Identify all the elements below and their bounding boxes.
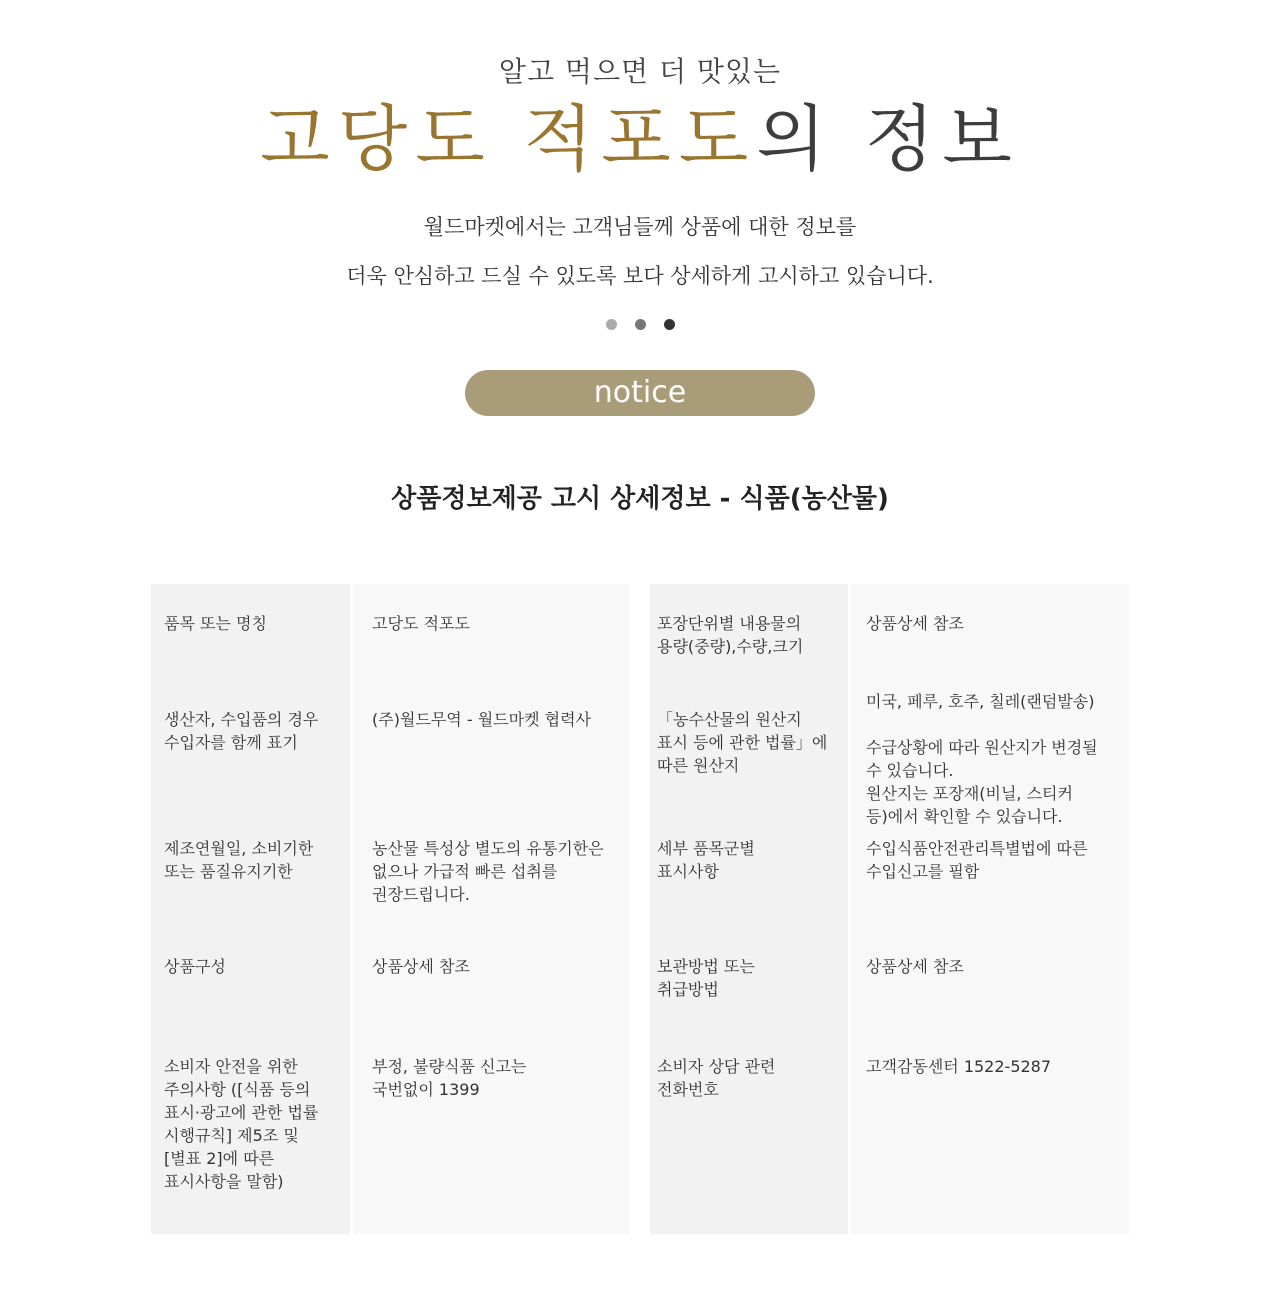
info-value: 수입식품안전관리특별법에 따른 수입신고를 필함 [866, 839, 1088, 881]
info-label: 세부 품목군별 표시사항 [657, 839, 755, 881]
info-label: 상품구성 [164, 957, 226, 976]
info-value: 상품상세 참조 [866, 957, 964, 976]
info-value: 고당도 적포도 [372, 614, 470, 633]
info-label: 품목 또는 명칭 [164, 614, 267, 633]
info-value: (주)월드무역 - 월드마켓 협력사 [372, 710, 591, 729]
info-label: 생산자, 수입품의 경우 수입자를 함께 표기 [164, 710, 319, 752]
pagination-dots [0, 319, 1280, 330]
info-value: 상품상세 참조 [866, 614, 964, 633]
hero-intro-line1: 월드마켓에서는 고객님들께 상품에 대한 정보를 [423, 215, 857, 239]
hero-tagline: 알고 먹으면 더 맛있는 [498, 55, 782, 88]
value-column-2 [851, 584, 1129, 1234]
info-value: 상품상세 참조 [372, 957, 470, 976]
info-label: 소비자 상담 관련 전화번호 [657, 1057, 776, 1099]
info-label: 제조연월일, 소비기한 또는 품질유지기한 [164, 839, 314, 881]
info-label: 포장단위별 내용물의 용량(중량),수량,크기 [657, 614, 804, 656]
info-value: 농산물 특성상 별도의 유통기한은 없으나 가급적 빠른 섭취를 권장드립니다. [372, 839, 604, 904]
label-column-2 [650, 584, 848, 1234]
pagination-dot-1[interactable] [606, 319, 617, 330]
hero-title-rest: 의 정보 [756, 97, 1020, 181]
hero-title [0, 96, 1280, 182]
value-column-1 [353, 584, 630, 1234]
notice-badge: notice [465, 370, 815, 416]
hero-intro-line2: 더욱 안심하고 드실 수 있도록 보다 상세하게 고시하고 있습니다. [346, 264, 934, 288]
info-value: 미국, 페루, 호주, 칠레(랜덤발송) 수급상황에 따라 원산지가 변경될 수 있습니다. 원산지는 포장재(비닐, 스티커 등)에서 확인할 수 있습니다. [866, 692, 1098, 826]
pagination-dot-2[interactable] [635, 319, 646, 330]
section-title: 상품정보제공 고시 상세정보 - 식품(농산물) [391, 484, 889, 514]
hero-title-accent: 고당도 적포도 [260, 97, 757, 181]
info-value: 고객감동센터 1522-5287 [866, 1057, 1052, 1076]
info-label: 보관방법 또는 취급방법 [657, 957, 755, 999]
info-value: 부정, 불량식품 신고는 국번없이 1399 [372, 1057, 527, 1099]
pagination-dot-3[interactable] [664, 319, 675, 330]
info-label: 소비자 안전을 위한 주의사항 ([식품 등의 표시·광고에 관한 법률 시행규칙] 제5조 및 [별표 2]에 따른 표시사항을 말함) [164, 1057, 319, 1191]
info-label: 「농수산물의 원산지 표시 등에 관한 법률」에 따른 원산지 [657, 710, 828, 775]
